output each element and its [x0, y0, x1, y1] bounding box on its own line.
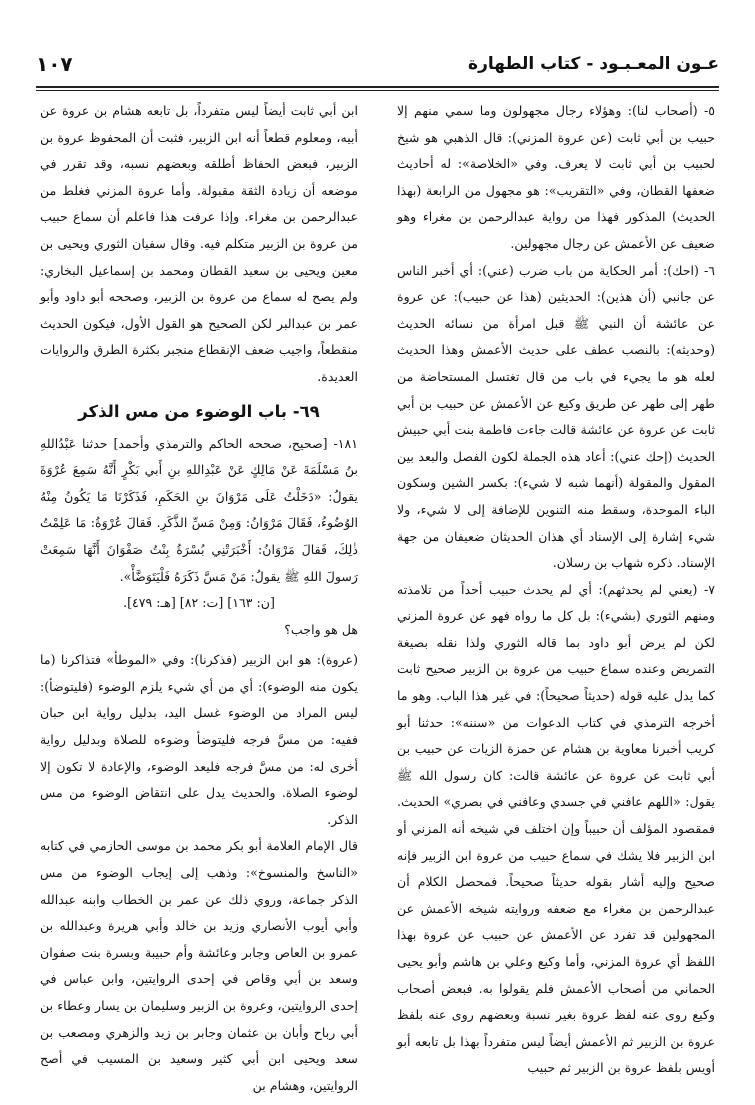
page-number: ١٠٧: [36, 52, 73, 76]
hadith-text: ١٨١- [صحيح، صححه الحاكم والترمذي وأحمد] حدثنا عَبْدُاللهِ بنُ مَسْلَمَةَ عَنْ مَالِكٍ عَنْ عَبْدِاللهِ بنِ أَبي بَكْرٍ أَنَّهُ سَمِعَ عُرْوَةَ يقولُ: «دَخَلْتُ عَلَى مَرْوَانَ بنِ الحَكَمِ، فَذَكَرْنَا مَا يَكُونُ مِنْهُ الوُضُوءُ، فَقَالَ مَرْوَانُ: وَمِنْ مَسِّ الذَّكَرِ. فَقالَ عُرْوَةُ: مَا عَلِمْتُ ذٰلِكَ، فَقالَ مَرْوَانُ: أَخْبَرَتْنِي بُسْرَةُ بِنْتُ صَفْوَانَ أَنَّهَا سَمِعَتْ رَسولَ اللهِ ﷺ يقولُ: مَنْ مَسَّ ذَكَرَهُ فَلْيَتَوَضَّأْ».: [40, 435, 358, 584]
commentary-note-6: ٦- (احك): أمر الحكاية من باب ضرب (عني): أي أخبر الناس عن جانبي (أن هذين): الحديثين (هذا عن حبيب): عن عروة عن عائشة أن النبي ﷺ قبل امرأة من نسائه الحديث (وحديثه): بالنصب عطف على حديث الأعمش وهذا الحديث لعله هو ما يجيء في باب من قال تغتسل المستحاضة من طهر إلى طهر عن طريق وكيع عن الأعمش عن حبيب بن أبي ثابت عن عروة عن عائشة قالت جاءت فاطمة بنت أبي حبيش الحديث (إحك عني): أعاد هذه الجملة لكون الفصل والبعد بين المقول والمقولة (أنهما شبه لا شيء): بكسر الشين وسكون الباء الموحدة، وسقط منه التنوين للإضافة إلى لا شيء، ولا شيء إشارة إلى الإسناد أي هذان الحديثان ضعيفان من جهة الإسناد. ذكره شهاب بن رسلان.: [397, 262, 715, 571]
question-line: هل هو واجب؟: [284, 621, 358, 637]
right-column: [397, 98, 715, 1083]
hadith-explanation: (عروة): هو ابن الزبير (فذكرنا): وفي «الموطأ» فتذاكرنا (ما يكون منه الوضوء): أي من أي شيء يلزم الوضوء (فليتوضأ): ليس المراد من الوضوء غسل اليد، بدليل رواية ابن حبان ففيه: من مسَّ فرجه فليتوضأ وضوءه للصلاة وبدليل رواية أخرى له: من مسَّ فرجه فليعد الوضوء، والإعادة لا تكون إلا لوضوء الصلاة. والحديث يدل على انتقاض الوضوء من مس الذكر.: [40, 652, 358, 827]
commentary-note-7: ٧- (يعني لم يحدثهم): أي لم يحدث حبيب أحداً من تلامذته ومنهم الثوري (بشيء): بل كل ما رواه فهو عن عروة المزني لكن لم يرض أبو داود بما قاله الثوري ولذا نقله بصيغة التمريض وعنده سماع حبيب من عروة بن الزبير صحيح ثابت كما يدل عليه قوله (حديثاً صحيحاً): في غير هذا الباب. وهو ما أخرجه الترمذي في كتاب الدعوات من «سننه»: حدثنا أبو كريب أخبرنا معاوية بن هشام عن حمزة الزيات عن حبيب بن أبي ثابت عن عروة عن عائشة قالت: كان رسول الله ﷺ يقول: «اللهم عافني في جسدي وعافني في بصري» الحديث. فمقصود المؤلف أن حبيباً وإن اختلف في شيخه أنه المزني أو ابن الزبير فلا يشك في سماع حبيب من عروة ابن الزبير فإنه صحيح وإليه أشار بقوله حديثاً صحيحاً. فمحصل الكلام أن عبدالرحمن بن مغراء مع ضعفه وروايته شيخه الأعمش عن المجهولين قد تفرد عن الأعمش عن حبيب عن عروة بهذا اللفظ أي عروة المزني، وأما وكيع وعلي بن هاشم وأبو يحيى الحماني من أصحاب الأعمش فلم يقولوا به. فبعض أصحاب وكيع روى عنه لفظ عروة بغير نسبة وبعضهم روى عنه بلفظ عروة بن الزبير ثم الأعمش أيضاً ليس متفرداً بهذا بل تابعه أبو أويس بلفظ عروة بن الزبير ثم حبيب: [397, 581, 715, 1076]
header-rule: [36, 86, 719, 91]
hadith-reference: [ن: ١٦٣] [ت: ٨٢] [هـ: ٤٧٩].: [123, 595, 275, 611]
commentary-continuation: ابن أبي ثابت أيضاً ليس متفرداً، بل تابعه هشام بن عروة عن أبيه، ومعلوم قطعاً أنه ابن الزبير، فثبت أن المحفوظ عروة بن الزبير، فبعض الحفاظ أطلقه وبعضهم نسبه، وقد تقرر في موضعه أن زيادة الثقة مقبولة. وأما عروة المزني فغلط من عبدالرحمن بن مغراء. وإذا عرفت هذا فاعلم أن سماع حبيب من عروة بن الزبير متكلم فيه. وقال سفيان الثوري ويحيى بن معين ويحيى بن سعيد القطان ومحمد بن إسماعيل البخاري: ولم يصح له سماع من عروة بن الزبير، وصححه أبو داود وأبو عمر بن عبدالبر لكن الصحيح هو القول الأول، فيكون الحديث منقطعاً، واجيب ضعف الإنقطاع منجبر بكثرة الطرق والروايات العديدة.: [40, 103, 358, 384]
running-header-title: عـون المعـبـود - كتاب الطهارة: [468, 54, 719, 74]
page-header: [36, 48, 719, 88]
commentary-note-5: ٥- (أصحاب لنا): وهؤلاء رجال مجهولون وما سمي منهم إلا حبيب بن أبي ثابت (عن عروة المزني): قال الذهبي هو شيخ لحبيب بن أبي ثابت لا يعرف. وفي «الخلاصة»: له أحاديث ضعفها القطان، وفي «التقريب»: هو مجهول من الرابعة (بهذا الحديث) المذكور فهذا من رواية عبدالرحمن بن مغراء وهو ضعيف عن الأعمش عن رجال مجهولين.: [397, 103, 715, 251]
left-column: [40, 98, 358, 1093]
chapter-heading: ٦٩- باب الوضوء من مس الذكر: [78, 401, 320, 421]
hazimi-quote: قال الإمام العلامة أبو بكر محمد بن موسى الحازمي في كتابه «الناسخ والمنسوخ»: وذهب إلى إيجاب الوضوء من مس الذكر جماعة، وروي ذلك عن عمر بن الخطاب وابنه عبدالله وأبي أيوب الأنصاري وزيد بن خالد وأبي هريرة وعبدالله بن عمرو بن العاص وجابر وعائشة وأم حبيبة وبسرة بنت صفوان وسعد بن أبي وقاص في إحدى الروايتين، وابن عباس في إحدى الروايتين، وعروة بن الزبير وسليمان بن يسار وعطاء بن أبي رباح وأبان بن عثمان وجابر بن زيد والزهري ومصعب بن سعد ويحيى ابن أبي كثير وسعيد بن المسيب في أصح الروايتين، وهشام بن: [40, 838, 358, 1093]
